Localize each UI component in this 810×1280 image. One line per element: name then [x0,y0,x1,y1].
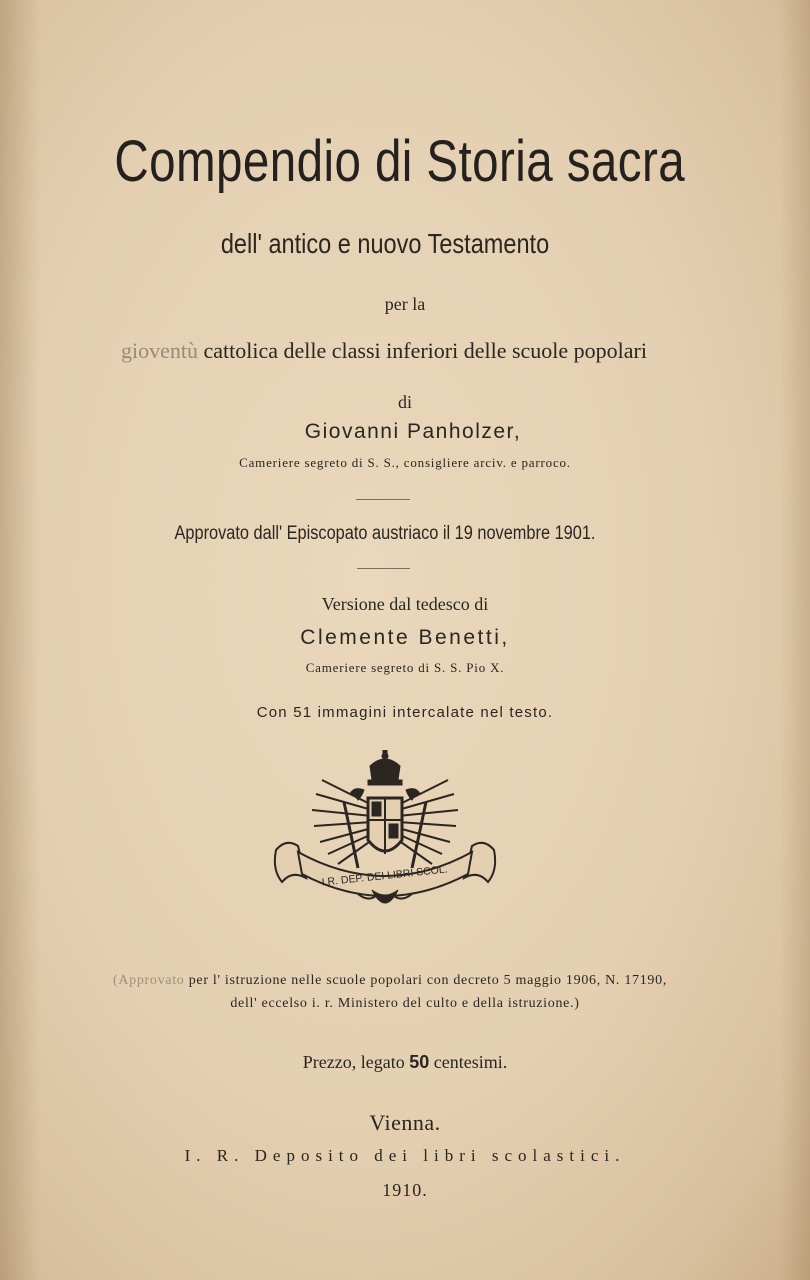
shield-icon [368,798,402,854]
author-name: Giovanni Panholzer, [304,420,522,443]
book-title: Compendio di Storia sacra [114,129,686,194]
price-line [0,1052,810,1073]
version-text: Versione dal tedesco di [321,594,489,614]
audience-text: cattolica delle classi inferiori delle scuole popolari [203,338,647,363]
approval-statement: Approvato dall' Episcopato austriaco il 19 novembre 1901. [174,523,596,544]
decree-faded-text: (Approvato [112,973,189,988]
imperial-eagle-emblem [272,750,498,916]
publication-city: Vienna. [369,1110,441,1135]
crown-icon [368,750,402,785]
emblem-banner-text: I.R. DEP. DEI LIBRI SCOL. [321,863,449,889]
publisher-name: I. R. Deposito dei libri scolastici. [184,1146,626,1165]
di-text: di [397,392,412,412]
decree-text: per l' istruzione nelle scuole popolari con decreto 5 maggio 1906, N. 17190, [188,973,668,988]
audience-line [54,338,714,364]
audience-faded-text: gioventù [121,338,204,363]
images-note: Con 51 immagini intercalate nel testo. [256,704,554,721]
book-subtitle: dell' antico e nuovo Testamento [220,228,550,259]
price-value: 50 [409,1052,430,1072]
per-la-text: per la [384,294,426,314]
divider-rule-1 [356,499,410,500]
divider-rule-2 [357,568,410,569]
decree-line-2: dell' eccelso i. r. Ministero del culto e della istruzione.) [230,996,580,1011]
author-role: Cameriere segreto di S. S., consigliere arciv. e parroco. [239,455,571,470]
translator-name: Clemente Benetti, [300,626,510,649]
decree-line-1 [60,973,720,989]
translator-role: Cameriere segreto di S. S. Pio X. [305,660,505,675]
publication-year: 1910. [382,1180,428,1200]
price-suffix: centesimi. [429,1052,508,1072]
price-prefix: Prezzo, legato [302,1052,410,1072]
